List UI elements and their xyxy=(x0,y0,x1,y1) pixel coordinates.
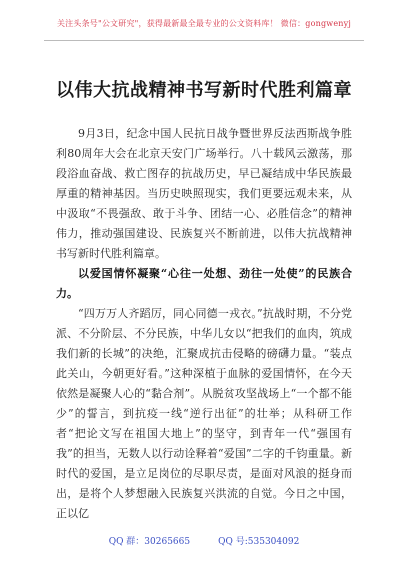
footer-qq-number: QQ 号:535304092 xyxy=(218,537,300,547)
document-body xyxy=(56,124,352,524)
header-divider xyxy=(44,40,364,41)
footer-contact xyxy=(0,534,408,547)
intro-paragraph: 9月3日，纪念中国人民抗日战争暨世界反法西斯战争胜利80周年大会在北京天安门广场举行。八十载风云激荡，那段浴血奋战、救亡图存的抗战历史，早已凝结成中华民族最厚重的精神基因。当历史映照现实，我们更要远观未来，从中汲取“不畏强敌、敢于斗争、团结一心、必胜信念”的精神伟力，推动强国建设、民族复兴不断前进，以伟大抗战精神书写新时代胜利篇章。 xyxy=(56,127,352,260)
header-promo-note: 关注头条号"公文研究"，获得最新最全最专业的公文资料库！ 微信：gongwenyj xyxy=(56,19,352,28)
section-heading: 以爱国情怀凝聚“心往一处想、劲往一处使”的民族合力。 xyxy=(56,267,352,300)
document-title: 以伟大抗战精神书写新时代胜利篇章 xyxy=(56,80,352,101)
body-paragraph: “四万万人齐蹈厉，同心同德一戎衣。”抗战时期，不分党派、不分阶层、不分民族，中华儿女以“把我们的血肉，筑成我们新的长城”的决绝，汇聚成抗击侵略的磅礴力量。“装点此关山，今朝更好看。”这种深植于血脉的爱国情怀，在今天依然是凝聚人心的“黏合剂”。从脱贫攻坚战场上“一个都不能少”的誓言，到抗疫一线“逆行出征”的壮举；从科研工作者“把论文写在祖国大地上”的坚守，到青年一代“强国有我”的担当，无数人以行动诠释着“爱国”二字的千钧重量。新时代的爱国，是立足岗位的尽职尽责，是面对风浪的挺身而出，是将个人梦想融入民族复兴洪流的自觉。今日之中国，正以亿 xyxy=(56,307,352,520)
footer-qq-group: QQ 群：30265665 xyxy=(108,537,191,547)
